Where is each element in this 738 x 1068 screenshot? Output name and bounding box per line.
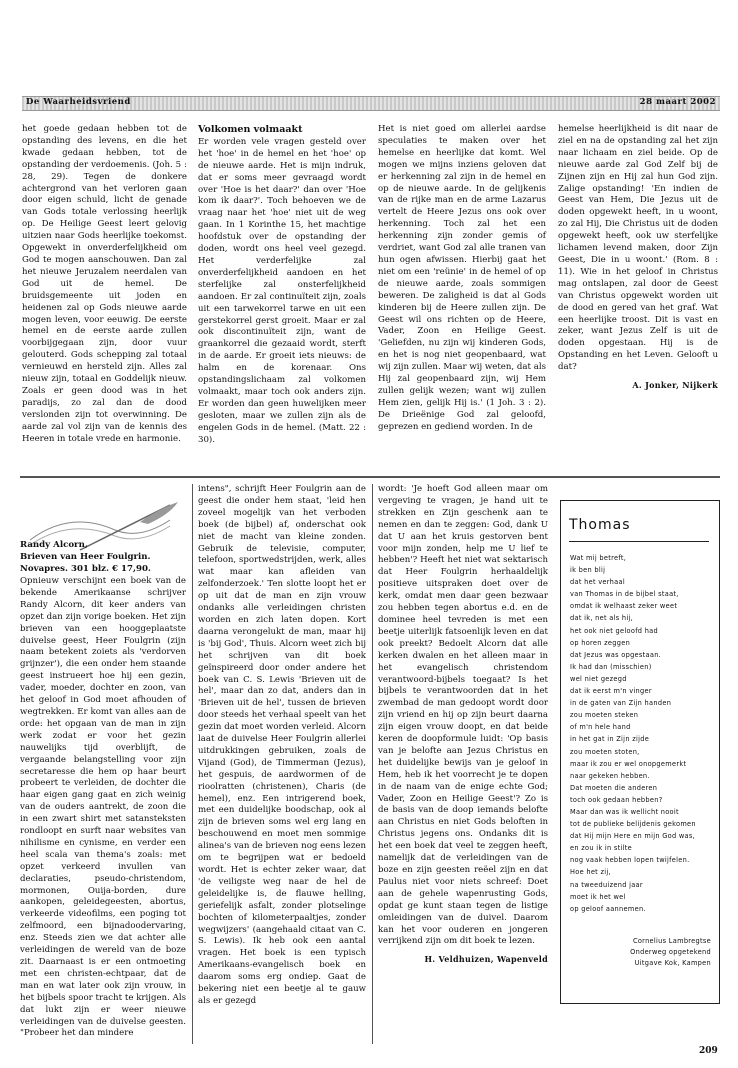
poem-box [560,500,720,1004]
article-column-2 [198,124,366,446]
poem-line: Dat moeten die anderen [570,783,658,792]
poem-line: moet ik het wel [570,892,626,901]
poem-line: Hoe het zij, [570,868,611,877]
poem-line: het ook niet geloofd had [570,626,658,635]
poem-credit-line: Uitgave Kok, Kampen [634,959,711,967]
poem-line: zou moeten steken [570,711,639,720]
poem-credit [630,936,711,969]
poem-line: wel niet gezegd [570,674,627,683]
poem-line: dat het verhaal [570,578,625,587]
poem-line: of m'n hele hand [570,723,631,732]
article-column-4 [558,124,718,392]
publication-name: De Waarheidsvriend [26,97,131,107]
review-signature: H. Veldhuizen, Wapenveld [424,954,548,965]
poem-line: maar ik zou er wel onopgemerkt [570,759,687,768]
poem-line: nog vaak hebben lopen twijfelen. [570,856,690,865]
review-column-1 [20,576,186,1040]
poem-line: omdat ik welhaast zeker weet [570,602,678,611]
poem-line: en zou ik in stilte [570,844,632,853]
article-column-1 [22,124,187,445]
poem-line: dat ik, net als hij, [570,614,634,623]
book-title: Brieven van Heer Foulgrin. [20,551,151,562]
poem-line: in het gat in Zijn zijde [570,735,650,744]
poem-line: dat Jezus was opgestaan. [570,650,662,659]
poem-line: op geloof aannemen. [570,904,646,913]
poem-credit-line: Onderweg opgetekend [630,948,711,956]
book-publisher: Novapres. 301 blz. € 17,90. [20,563,151,574]
book-author: Randy Alcorn, [20,540,88,550]
poem-title: Thomas [569,517,631,533]
poem-line: dat ik eerst m'n vinger [570,687,652,696]
poem-line: van Thomas in de bijbel staat, [570,590,679,599]
running-header [22,96,720,111]
poem-line: naar gekeken hebben. [570,771,650,780]
review-column-3 [378,484,548,966]
poem-line: zou moeten stoten, [570,747,640,756]
poem-credit-line: Cornelius Lambregtse [632,937,711,945]
poem-lines [570,552,716,915]
poem-line: dat Hij mijn Here en mijn God was, [570,832,696,841]
poem-title-rule [569,541,709,542]
section-divider [20,476,720,478]
review-text: Opnieuw verschijnt een boek van de bekende Amerikaanse schrijver Randy Alcorn, dit keer anders van opzet dan zijn vorige boeken. Het zijn brieven van een hooggeplaatste duivelse geest, Heer Foulgrin (zijn naam betekent zoiets als 'verdorven grijnzer'), die een onder hem staande geest instrueert hoe hij een gezin, vader, moeder, dochter en zoon, van het geloof in God moet afhouden of wegtrekken. Er komt van alles aan de orde: het opgaan van de man in zijn werk zodat er voor het gezin nauwelijks tijd overblijft, de vergaande belangstelling voor zijn secretaresse die hem op haar beurt probeert te verleiden, de dochter die haar eigen gang gaat en zich weinig van de ouders aantrekt, de zoon die in een zwart shirt met satansteksten rondloopt en surft naar websites van nihilisme en cynisme, en verder een heel scala van thema's zoals: met opzet verkeerd invullen van declaraties, pseudo-christendom, mormonen, Ouija-borden, dure aankopen, geleidegeesten, abortus, verkeerde videofilms, een poging tot zelfmoord, een bijnadoodervaring, enz. Steeds zien we dat achter alle verleidingen de wereld van de boze zit. Daarnaast is er een ontmoeting met een christen-echtpaar, dat de man en wat later ook zijn vrouw, in het bijbels spoor tracht te krijgen. Als dat lukt zijn er weer nieuwe verleidingen van de duivelse geesten. "Probeer het dan mindere [20,576,186,1039]
article-signature: A. Jonker, Nijkerk [632,380,718,391]
poem-line: Wat mij betreft, [570,554,627,562]
issue-date: 28 maart 2002 [639,97,716,107]
article-text: hemelse heerlijkheid is dit naar de ziel en na de opstanding zal het zijn naar lichaam en ziel beide. Op de nieuwe aarde zal God Zelf bij de Zijnen zijn en Hij zal hun God zijn. Zalige opstanding! 'En indien de Geest van Hem, Die Jezus uit de doden opgewekt heeft, in u woont, zo zal Hij, Die Christus uit de doden opgewekt heeft, ook uw sterfelijke lichamen levend maken, door Zijn Geest, Die in u woont.' (Rom. 8 : 11). Wie in het geloof in Christus mag ontslapen, zal door de Geest van Christus opgewekt worden uit de dood en gered van het graf. Wat een heerlijke troost. Dit is vast en zeker, want Jezus Zelf is uit de doden opgestaan. Hij is de Opstanding en het Leven. Gelooft u dat? [558,124,718,373]
poem-line: ik ben blij [570,566,606,575]
review-column-2 [198,484,366,1008]
article-text: Er worden vele vragen gesteld over het 'hoe' in de hemel en het 'hoe' op de nieuwe aarde. Het is mijn indruk, dat er soms meer gevraagd wordt over 'Hoe is het daar?' dan over 'Hoe kom ik daar?'. Toch behoeven we de vraag naar het 'hoe' niet uit de weg gaan. In 1 Korinthe 15, het machtige hoofdstuk over de opstanding der doden, wordt ons heel veel gezegd. Het verderfelijke zal onverderfelijkheid aandoen en het sterfelijke zal onsterfelijkheid aandoen. Er zal continuïteit zijn, zoals uit een tarwekorrel tarwe en uit een gerstekorrel gerst groeit. Maar er zal ook discontinuïteit zijn, want de graankorrel die gezaaid wordt, sterft in de aarde. Er groeit iets nieuws: de halm en de korenaar. Ons opstandingslichaam zal volkomen volmaakt, maar toch ook anders zijn. Er worden dan geen huwelijken meer gesloten, maar we zullen zijn als de engelen Gods in de hemel. (Matt. 22 : 30). [198,136,366,445]
poem-line: Maar dan was ik wellicht nooit [570,807,679,816]
poem-line: op horen zeggen [570,638,631,647]
book-info [20,540,195,576]
review-text: intens", schrijft Heer Foulgrin aan de geest die onder hem staat, 'leid hen zoveel mogelijk van het verboden boek (de bijbel) af, onderschat ook niet de macht van kleine zonden. Gebruik de televisie, computer, telefoon, sportwedstrijden, werk, alles wat maar kan afleiden van zelfonderzoek.' Ten slotte loopt het er op uit dat de man en zijn vrouw ondanks alle verleidingen christen worden en zich laten dopen. Kort daarna verongelukt de man, maar hij is 'bij God', Thuis. Alcorn weet zich bij het schrijven van dit boek geïnspireerd door onder andere het boek van C. S. Lewis 'Brieven uit de hel', maar dan zo dat, anders dan in 'Brieven uit de hel', tussen de brieven door steeds het verhaal speelt van het gezin dat moet worden verleid. Alcorn laat de duivelse Heer Foulgrin allerlei uitdrukkingen gebruiken, zoals de Vijand (God), de Timmerman (Jezus), het gespuis, de aardwormen of de rioolratten (christenen), Charis (de hemel), enz. Een intrigerend boek, met een duidelijke boodschap, ook al zijn de brieven soms wel erg lang en beschouwend en moet men sommige alinea's van de brieven nog eens lezen om te begrijpen wat er bedoeld wordt. Het is echter zeker waar, dat 'de veiligste weg naar de hel de geleidelijke is, de flauwe helling, geriefelijk asfalt, zonder plotselinge bochten of kilometerpaaltjes, zonder wegwijzers' (aangehaald citaat van C. S. Lewis). Ik heb ook een aantal vragen. Het boek is een typisch Amerikaans-evangelisch boek en daarom soms erg ondiep. Gaat de bekering niet een beetje al te gauw als er gezegd [198,484,366,1006]
section-heading: Volkomen volmaakt [198,124,303,135]
poem-line: toch ook gedaan hebben? [570,795,663,804]
poem-line: tot de publieke belijdenis gekomen [570,820,696,829]
poem-line: na tweeduizend jaar [570,880,643,889]
article-text: het goede gedaan hebben tot de opstanding des levens, en die het kwade gedaan hebben, tot de opstanding der verdoemenis. (Joh. 5 : 28, 29). Tegen de donkere achtergrond van het verloren gaan door eigen schuld, licht de genade van Gods totale verlossing heerlijk op. De Heilige Geest leert gelovig uitzien naar Gods heerlijke toekomst. Opgewekt in onverderfelijkheid om God te mogen aanschouwen. Dan zal het nieuwe Jeruzalem neerdalen van God uit de hemel. De bruidsgemeente uit joden en heidenen zal op Gods nieuwe aarde mogen leven, voor eeuwig. De eerste hemel en de eerste aarde zullen voorbijgegaan zijn, door vuur gelouterd. Gods schepping zal totaal vernieuwd en hersteld zijn. Alles zal nieuw zijn, totaal en Goddelijk nieuw. Zoals er geen dood was in het paradijs, zo zal dan de dood verslonden zijn tot overwinning. De aarde zal vol zijn van de kennis des Heeren in totale vrede en harmonie. [22,124,187,444]
column-rule [372,484,373,1044]
review-text: wordt: 'Je hoeft God alleen maar om vergeving te vragen, je hand uit te strekken en Zijn geschenk aan te nemen en dan te zeggen: God, dank U dat U aan het kruis gestorven bent voor mijn zonden, help me U lief te hebben'? Heeft het niet wat sektarisch dat Heer Foulgrin herhaaldelijk positieve uitspraken doet over de kerk, omdat men daar geen bezwaar zou hebben tegen abortus e.d. en de dominee heel tevreden is met een beetje uiterlijk fatsoenlijk leven en dat ook preekt? Bedoelt Alcorn dat alle kerken dwalen en het alleen maar in het evangelisch christendom verantwoord-bijbels toegaat? Is het bijbels te verantwoorden dat in het zwembad de man gedoopt wordt door zijn vriend en hij op zijn beurt daarna zijn eigen vrouw doopt, en dat beide keren de doopformule luidt: 'Op basis van je belofte aan Jezus Christus en het duidelijke bewijs van je geloof in Hem, heb ik het voorrecht je te dopen in de naam van de enige echte God; Vader, Zoon en Heilige Geest'? Zo is de basis van de doop iemands belofte aan Christus en niet Gods beloften in Christus jegens ons. Ondanks dit is het een boek dat veel te zeggen heeft, namelijk dat de verleidingen van de boze en zijn geesten reëel zijn en dat Paulus niet voor niets schreef: Doet aan de gehele wapenrusting Gods, opdat ge kunt staan tegen de listige omleidingen van de duivel. Daarom kan het voor ouderen en jongeren verrijkend zijn om dit boek te lezen. [378,484,548,947]
poem-line: Ik had dan (misschien) [570,662,652,671]
page-number: 209 [699,1046,718,1056]
poem-line: in de gaten van Zijn handen [570,699,672,708]
article-column-3 [378,124,546,434]
article-text: Het is niet goed om allerlei aardse speculaties te maken over het hemelse en heerlijke dat komt. Wel mogen we mijns inziens geloven dat er herkenning zal zijn in de hemel en op de nieuwe aarde. In de gelijkenis van de rijke man en de arme Lazarus vertelt de Heere Jezus ons ook over herkenning. Toch zal het een herkenning zijn zonder gemis of verdriet, want God zal alle tranen van hun ogen afwissen. Hierbij gaat het niet om een 'reünie' in de hemel of op de nieuwe aarde, zoals sommigen beweren. De zaligheid is dat al Gods kinderen bij de Heere zullen zijn. De Geest wil ons richten op de Heere, Vader, Zoon en Heilige Geest. 'Geliefden, nu zijn wij kinderen Gods, en het is nog niet geopenbaard, wat wij zijn zullen. Maar wij weten, dat als Hij zal geopenbaard zijn, wij Hem zullen gelijk wezen; want wij zullen Hem zien, gelijk Hij is.' (1 Joh. 3 : 2). De Drieënige God zal geloofd, geprezen en gediend worden. In de [378,124,546,432]
